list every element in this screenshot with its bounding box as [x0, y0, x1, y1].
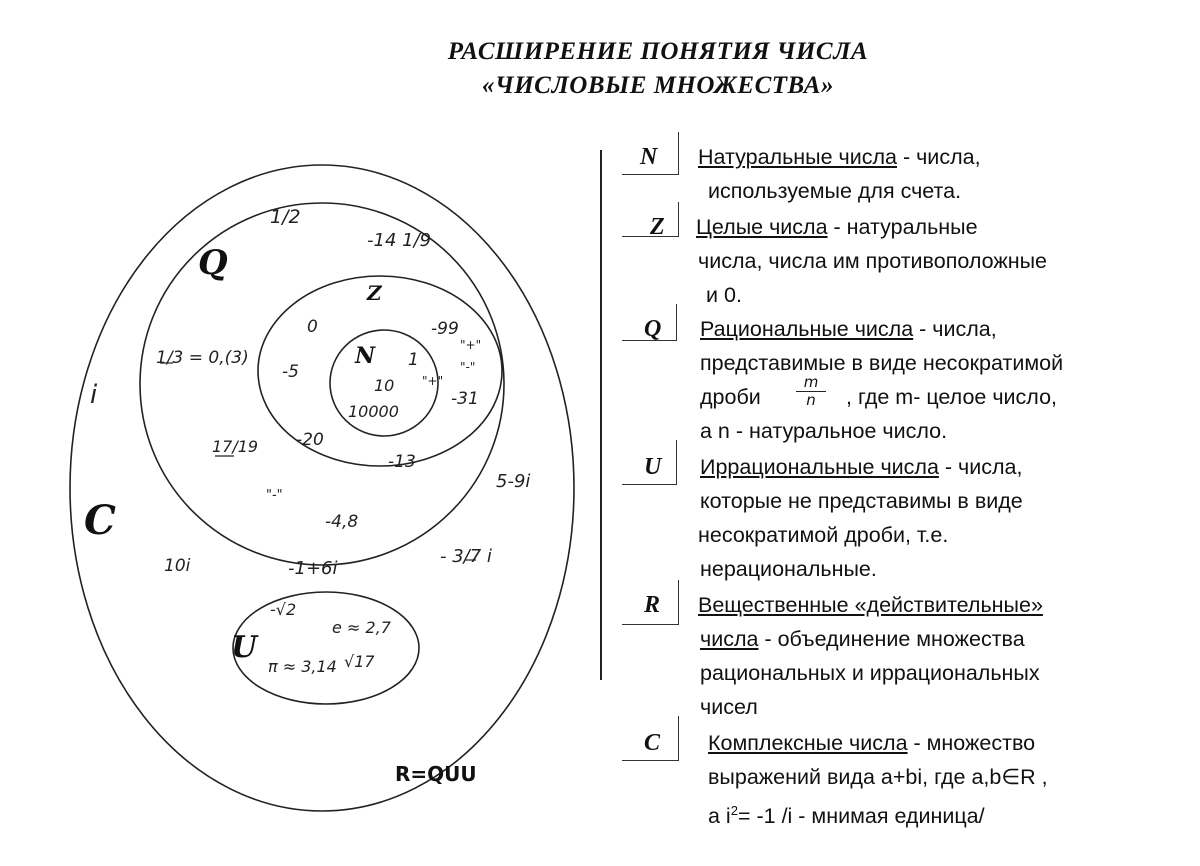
separator-line: [600, 150, 602, 680]
definition-text: = -1 /i - мнимая единица/: [737, 804, 985, 829]
set-label-n: N: [355, 343, 376, 369]
term-integers: Целые числа: [696, 215, 828, 239]
symbol-z: Z: [650, 214, 665, 240]
z-item: -31: [451, 389, 479, 409]
definition-text: - числа,: [913, 317, 997, 341]
c-item: -1+6i: [288, 558, 338, 579]
u-item: √17: [344, 652, 375, 671]
set-q-ellipse: [140, 203, 504, 565]
superscript: 2: [730, 803, 738, 818]
z-item: "+": [460, 338, 482, 352]
symbol-u: U: [644, 454, 662, 480]
definition-text: а i: [708, 804, 731, 829]
definition-text: числа, числа им противоположные: [698, 249, 1047, 273]
fraction-m-n: [796, 374, 826, 409]
symbol-q: Q: [644, 316, 662, 342]
page-subtitle: «ЧИСЛОВЫЕ МНОЖЕСТВА»: [482, 72, 834, 99]
symbol-r: R: [644, 592, 661, 618]
definition-text: выражений вида a+bi, где a,b∈R ,: [708, 765, 1048, 789]
definition-text: используемые для счета.: [708, 179, 962, 203]
q-item: -4,8: [325, 512, 359, 532]
term-real-2: числа: [700, 627, 759, 651]
u-item: -√2: [270, 600, 297, 619]
q-item: 1/2: [270, 206, 301, 228]
fraction-numerator: m: [796, 374, 826, 392]
z-item: -5: [282, 362, 299, 382]
set-label-q: Q: [198, 243, 228, 283]
n-item: 10000: [348, 402, 399, 421]
definition-text: дроби: [700, 385, 761, 409]
set-label-u: U: [231, 630, 258, 665]
term-rational: Рациональные числа: [700, 317, 914, 341]
u-item: e ≈ 2,7: [332, 618, 391, 637]
definition-text: представимые в виде несократимой: [700, 351, 1064, 375]
definition-text: которые не представимы в виде: [700, 489, 1023, 513]
set-label-c: C: [84, 497, 116, 544]
set-u-ellipse: [233, 592, 419, 704]
definition-text: , где m- целое число,: [846, 385, 1058, 409]
z-item: "-": [460, 360, 476, 374]
z-item: -13: [388, 452, 416, 472]
definition-text: - объединение множества: [758, 627, 1025, 651]
set-label-z: Z: [367, 281, 382, 305]
definition-text: а n - натуральное число.: [700, 419, 948, 443]
c-item: 10i: [164, 556, 191, 576]
definition-text: рациональных и иррациональных: [700, 661, 1040, 685]
definition-text: чисел: [700, 695, 758, 719]
c-item: - 3/7 i: [440, 546, 492, 567]
definition-text: - множество: [907, 731, 1036, 755]
definition-text: - числа,: [938, 455, 1023, 479]
fraction-denominator: n: [806, 391, 816, 409]
page-title: РАСШИРЕНИЕ ПОНЯТИЯ ЧИСЛА: [447, 38, 869, 65]
definition-text: и 0.: [706, 283, 742, 307]
z-item: -20: [296, 430, 324, 450]
term-natural: Натуральные числа: [698, 145, 897, 169]
n-item: 10: [374, 376, 395, 395]
symbol-c: C: [644, 730, 661, 756]
u-item: π ≈ 3,14: [268, 657, 337, 676]
imaginary-unit-label: i: [90, 380, 98, 410]
q-item: 17/19: [212, 437, 259, 456]
n-item: "+": [422, 374, 444, 388]
symbol-n: N: [640, 144, 658, 170]
z-item: 0: [307, 317, 318, 337]
q-item: 1/3 = 0,(3): [156, 348, 249, 368]
q-item: "-": [266, 488, 283, 503]
term-complex: Комплексные числа: [708, 731, 908, 755]
q-item: -14 1/9: [367, 230, 432, 251]
definition-text: нерациональные.: [700, 557, 877, 581]
z-item: -99: [431, 319, 459, 339]
definition-text: несократимой дроби, т.е.: [698, 523, 949, 547]
term-irrational: Иррациональные числа: [700, 455, 939, 479]
c-item: 5-9i: [496, 471, 531, 492]
term-real: Вещественные «действительные»: [698, 593, 1043, 617]
n-item: 1: [408, 350, 419, 370]
definition-text: - натуральные: [827, 215, 978, 239]
union-formula: R=QUU: [395, 762, 477, 786]
definition-text: - числа,: [897, 145, 981, 169]
